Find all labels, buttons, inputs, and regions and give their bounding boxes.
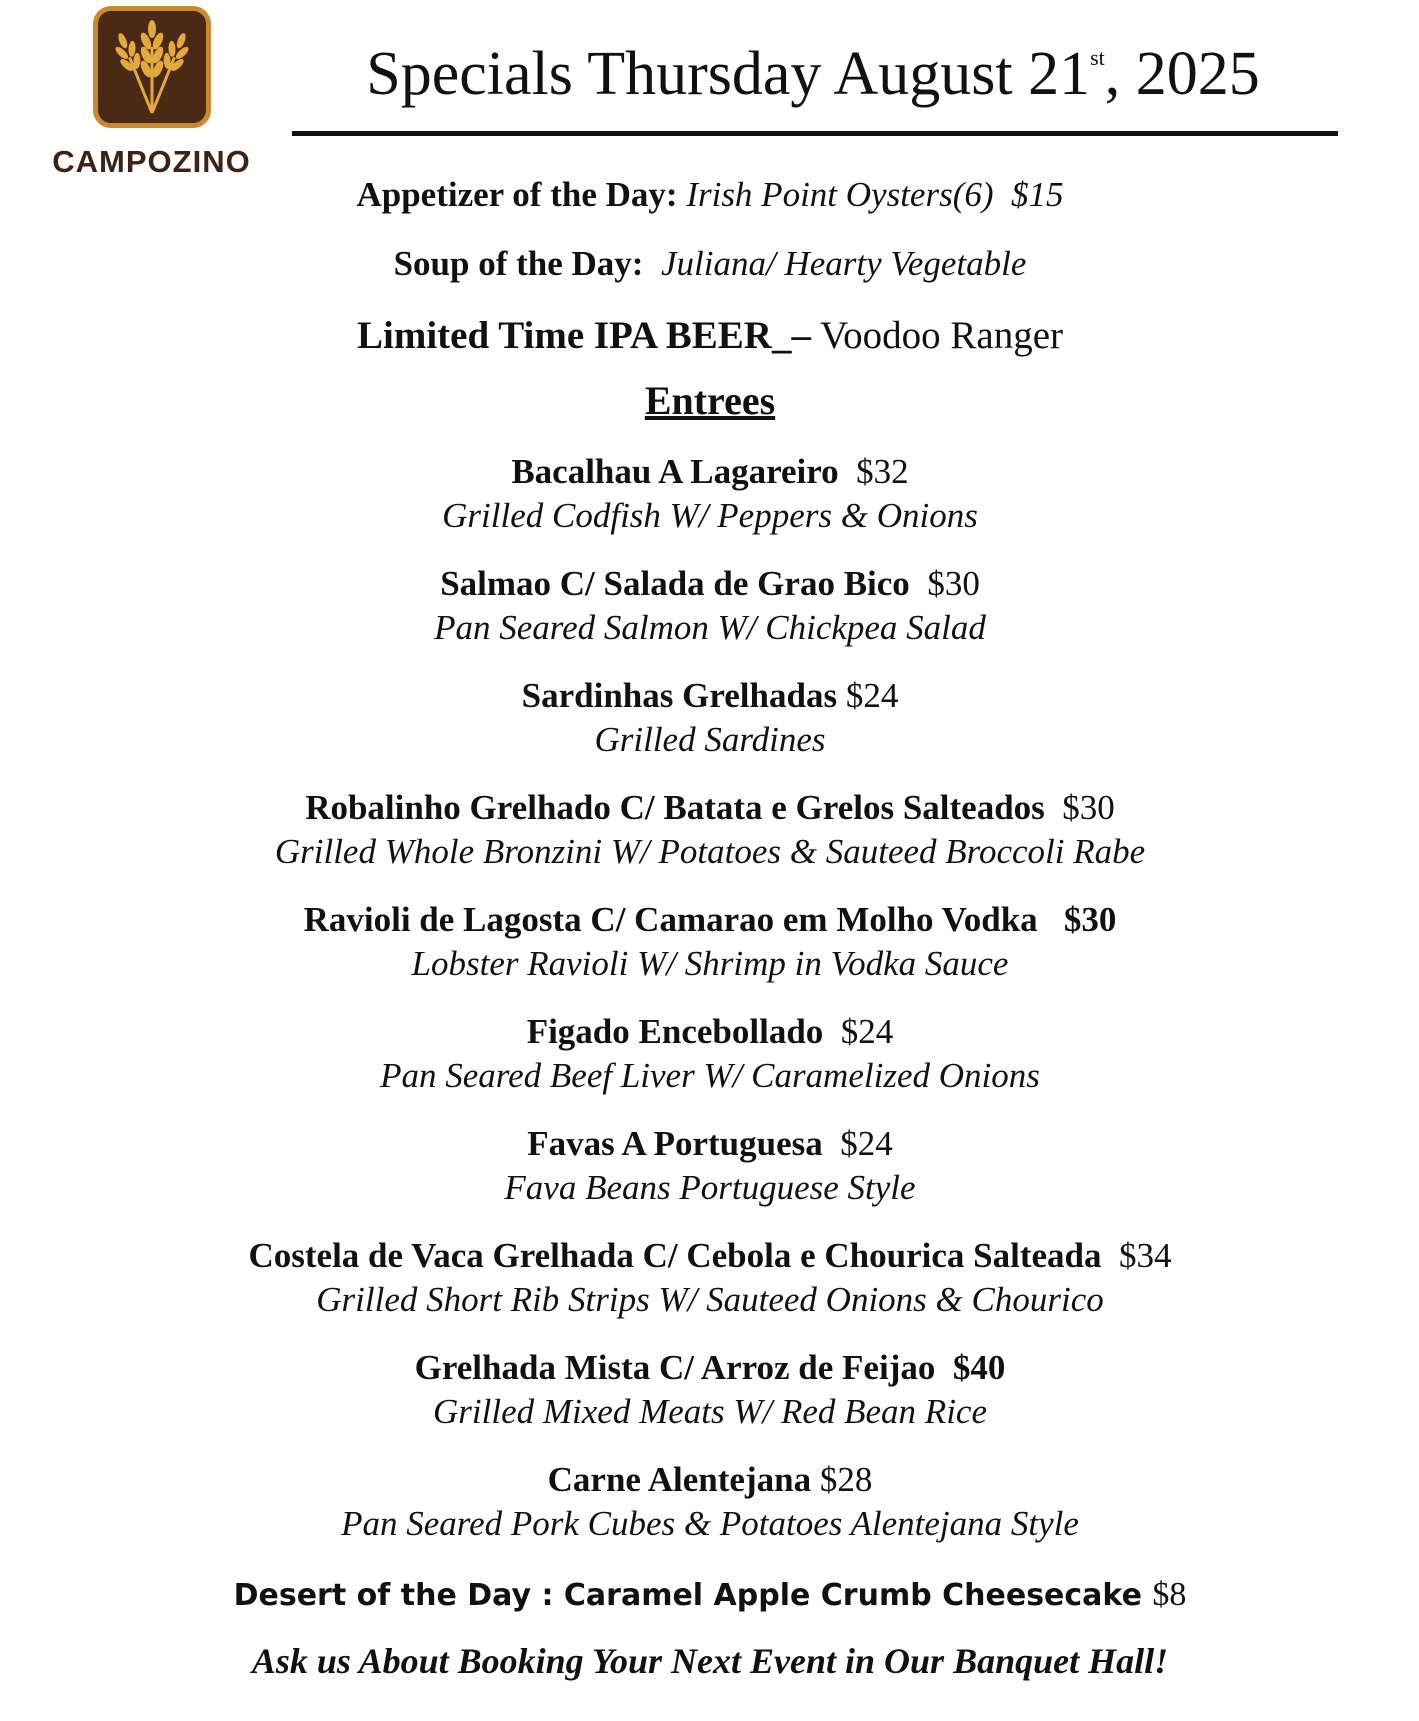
wheat-icon — [106, 17, 198, 117]
title-divider — [292, 131, 1338, 136]
entree-price: $34 — [1118, 1236, 1172, 1275]
entree-description: Grilled Whole Bronzini W/ Potatoes & Sauteed Broccoli Rabe — [274, 832, 1146, 871]
entree-item — [150, 673, 1270, 762]
entree-name: Sardinhas Grelhadas — [521, 676, 838, 715]
entree-description: Grilled Codfish W/ Peppers & Onions — [442, 496, 978, 535]
entree-description: Grilled Mixed Meats W/ Red Bean Rice — [433, 1392, 987, 1431]
entree-item — [150, 1009, 1270, 1098]
entree-item — [150, 1233, 1270, 1322]
entree-description: Fava Beans Portuguese Style — [504, 1168, 916, 1207]
entree-item — [150, 1121, 1270, 1210]
soup-label: Soup of the Day: — [393, 244, 644, 283]
entree-item — [150, 1345, 1270, 1434]
entree-name: Carne Alentejana — [547, 1460, 812, 1499]
entree-name: Bacalhau A Lagareiro — [511, 452, 839, 491]
entree-item — [150, 897, 1270, 986]
entree-description: Pan Seared Salmon W/ Chickpea Salad — [434, 608, 986, 647]
banquet-note: Ask us About Booking Your Next Event in Our Banquet Hall! — [251, 1641, 1169, 1681]
entree-price: $24 — [845, 676, 899, 715]
entree-name: Grelhada Mista C/ Arroz de Feijao — [414, 1348, 936, 1387]
page-title — [292, 40, 1334, 108]
entree-price: $24 — [840, 1012, 894, 1051]
appetizer-label: Appetizer of the Day: — [356, 175, 678, 214]
entree-name: Ravioli de Lagosta C/ Camarao em Molho Vodka — [303, 900, 1038, 939]
entree-name: Favas A Portuguesa — [527, 1124, 823, 1163]
specials-menu — [150, 173, 1270, 1685]
entree-item — [150, 449, 1270, 538]
entrees-heading: Entrees — [644, 378, 776, 423]
entree-item — [150, 1457, 1270, 1546]
soup-item: Juliana/ Hearty Vegetable — [660, 244, 1027, 283]
beer-label: Limited Time IPA BEER_– — [356, 314, 811, 357]
title-ordinal-suffix: st — [1090, 45, 1105, 70]
entree-price: $40 — [952, 1348, 1006, 1387]
entree-description: Pan Seared Beef Liver W/ Caramelized Onions — [380, 1056, 1040, 1095]
entree-name: Robalinho Grelhado C/ Batata e Grelos Salteados — [305, 788, 1045, 827]
entree-item — [150, 561, 1270, 650]
dessert-line — [150, 1569, 1270, 1622]
brand-name: CAMPOZINO — [52, 144, 251, 179]
dessert-price: $8 — [1152, 1576, 1187, 1613]
soup-line — [150, 242, 1270, 286]
entree-description: Pan Seared Pork Cubes & Potatoes Alentejana Style — [341, 1504, 1079, 1543]
entree-description: Lobster Ravioli W/ Shrimp in Vodka Sauce — [411, 944, 1009, 983]
title-year: , 2025 — [1104, 40, 1260, 108]
entree-name: Figado Encebollado — [526, 1012, 824, 1051]
entree-price: $30 — [927, 564, 980, 603]
entree-name: Salmao C/ Salada de Grao Bico — [440, 564, 910, 603]
brand-logo — [44, 6, 259, 180]
entree-price: $32 — [856, 452, 909, 491]
beer-item: Voodoo Ranger — [820, 314, 1064, 357]
appetizer-price: $15 — [1011, 175, 1064, 214]
entree-name: Costela de Vaca Grelhada C/ Cebola e Chourica Salteada — [248, 1236, 1102, 1275]
entree-item — [150, 785, 1270, 874]
entree-description: Grilled Sardines — [594, 720, 826, 759]
entree-price: $30 — [1063, 900, 1117, 939]
appetizer-line — [150, 173, 1270, 217]
title-date: Specials Thursday August 21 — [366, 40, 1091, 108]
entree-price: $28 — [819, 1460, 873, 1499]
beer-line — [150, 311, 1270, 361]
appetizer-item: Irish Point Oysters(6) — [686, 175, 994, 214]
entree-description: Grilled Short Rib Strips W/ Sauteed Onions & Chourico — [316, 1280, 1104, 1319]
wheat-logo-badge — [93, 6, 211, 128]
dessert-label: Desert of the Day : Caramel Apple Crumb Cheesecake — [233, 1578, 1142, 1613]
entree-price: $24 — [840, 1124, 893, 1163]
entree-price: $30 — [1062, 788, 1115, 827]
